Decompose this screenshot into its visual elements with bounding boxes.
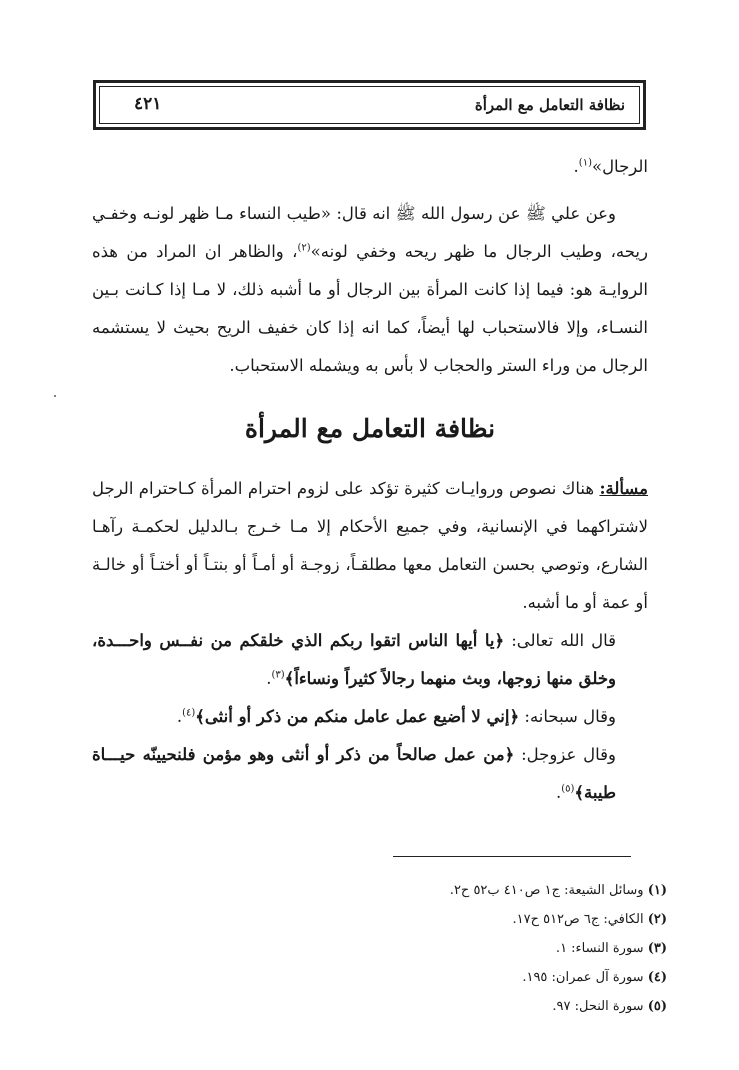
- paragraph-continuation: [92, 148, 648, 186]
- verse-intro: قال الله تعالى:: [504, 631, 616, 650]
- verse-paragraph: [92, 736, 648, 812]
- paragraph-text: الرجال»: [591, 157, 648, 176]
- running-header-title: نظافة التعامل مع المرأة: [474, 96, 625, 114]
- footnote-ref: (٣): [271, 669, 285, 681]
- footnote-item: [92, 992, 667, 1021]
- scan-speck: [54, 395, 56, 397]
- section-body: [92, 470, 648, 812]
- footnote-text: سورة النحل: ٩٧.: [552, 999, 644, 1014]
- footnote-item: [92, 876, 667, 905]
- footnote-item: [92, 905, 667, 934]
- quran-verse: ﴿إني لا أضيع عمل عامل منكم من ذكر أو أنثى﴾: [195, 707, 520, 726]
- footnote-ref: (٤): [182, 707, 196, 719]
- footnote-text: سورة آل عمران: ١٩٥.: [522, 970, 644, 985]
- quran-verse: ﴿يا أيها الناس اتقوا ربكم الذي خلقكم من نفــس واحـــدة، وخلق منها زوجها، وبث منهما رجالاً كثيراً ونساءاً﴾: [92, 631, 616, 688]
- footnotes: [92, 876, 667, 1021]
- footnote-item: [92, 963, 667, 992]
- footnote-ref: (٢): [297, 242, 311, 254]
- verse-punct: .: [266, 669, 272, 688]
- footnote-ref: (١): [578, 157, 592, 169]
- footnote-number: (٢): [647, 912, 667, 927]
- verse-intro: وقال سبحانه:: [519, 707, 616, 726]
- footnote-number: (٣): [647, 941, 667, 956]
- paragraph-hadith: [92, 195, 648, 385]
- quran-verse: ﴿من عمل صالحاً من ذكر أو أنثى وهو مؤمن فلنحيينّه حيـــاة طيبة﴾: [92, 745, 616, 802]
- paragraph-text: وعن علي ﷺ عن رسول الله ﷺ انه قال: «طيب النساء مـا ظهر لونـه وخفـي ريحه، وطيب الرجال ما ظهر ريحه وخفي لونه»: [92, 204, 648, 261]
- page-number: ٤٢١: [134, 94, 162, 114]
- footnote-item: [92, 934, 667, 963]
- footnote-text: سورة النساء: ١.: [555, 941, 644, 956]
- verse-intro: وقال عزوجل:: [514, 745, 616, 764]
- footnote-number: (١): [647, 883, 667, 898]
- issue-label: مسألة:: [599, 479, 648, 498]
- running-header: [93, 80, 646, 130]
- footnote-number: (٥): [647, 999, 667, 1014]
- footnote-text: وسائل الشيعة: ج١ ص٤١٠ ب٥٢ ح٢.: [449, 883, 644, 898]
- issue-paragraph: [92, 470, 648, 622]
- footnote-text: الكافي: ج٦ ص٥١٢ ح١٧.: [512, 912, 644, 927]
- section-heading: نظافة التعامل مع المرأة: [244, 414, 496, 443]
- issue-text: هناك نصوص وروايـات كثيرة تؤكد على لزوم احترام المرأة كـاحترام الرجل لاشتراكهما في الإنسانية، وفي جميع الأحكام إلا مـا خـرج بـالدليل لحكمـة رآهـا الشارع، وتوصي بحسن التعامل معها مطلقـاً، زوجـة أو أمـاً أو بنتـاً أو أختـاً أو خالـة أو عمة أو ما أشبه.: [92, 479, 648, 612]
- footnote-ref: (٥): [561, 783, 575, 795]
- paragraph-punct: .: [573, 157, 579, 176]
- footnote-number: (٤): [647, 970, 667, 985]
- footnote-separator: [393, 856, 631, 857]
- paragraph-text: ، والظاهر ان المراد من هذه الروايـة هو: فيما إذا كانت المرأة بين الرجال أو ما أشبه ذلك، لا مـا إذا كـانت بـين النسـاء، وإلا فالاستحباب لها أيضاً، كما انه إذا كان خفيف الريح بحيث لا يستشمه الرجال من وراء الستر والحجاب لا بأس به ويشمله الاستحباب.: [92, 242, 648, 375]
- verse-punct: .: [176, 707, 183, 726]
- verse-punct: .: [555, 783, 562, 802]
- verse-paragraph: [92, 698, 648, 736]
- verse-paragraph: [92, 622, 648, 698]
